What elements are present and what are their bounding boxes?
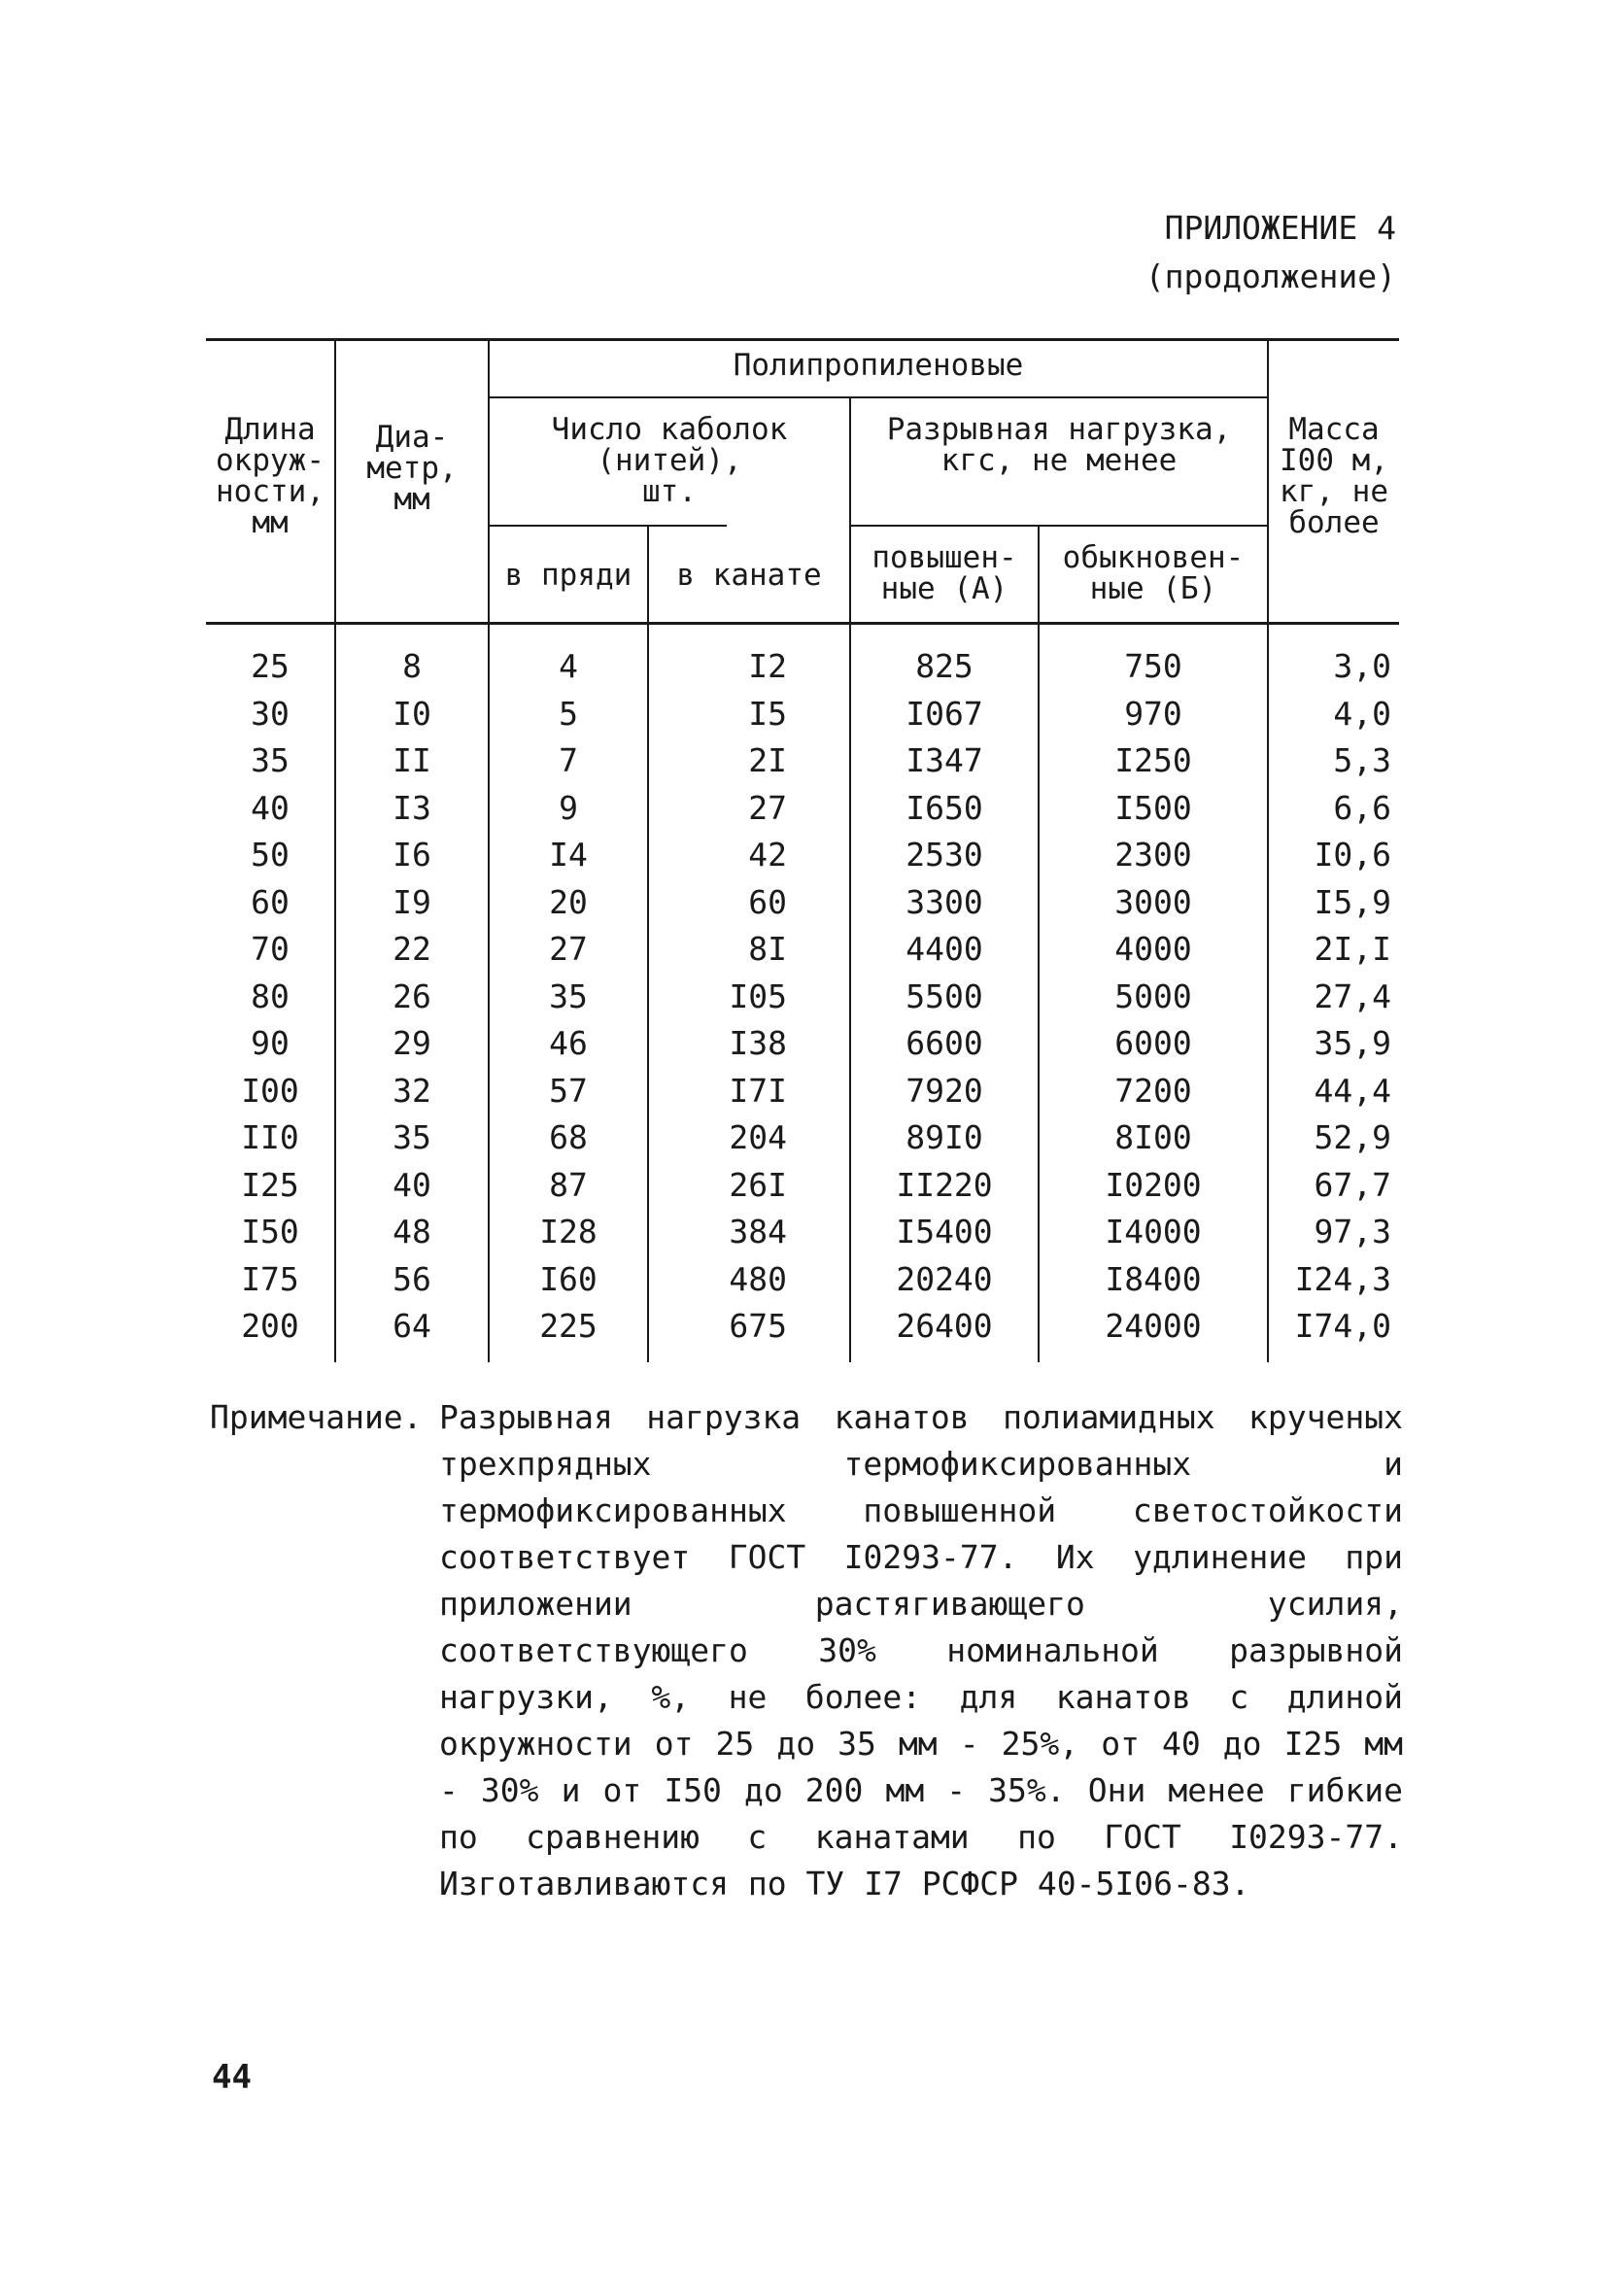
cell-load-ordinary: I500	[1114, 788, 1192, 827]
cell-load-ordinary: I0200	[1105, 1165, 1202, 1204]
header-mass	[1269, 414, 1399, 538]
cell-load-ordinary: 7200	[1114, 1071, 1192, 1110]
cell-mass: 6,6	[1333, 788, 1391, 827]
cell-circumference: 90	[251, 1024, 290, 1062]
cell-in-rope: 60	[748, 882, 787, 921]
cell-load-ordinary: I250	[1114, 741, 1192, 779]
header-mass-line: I00 м,	[1280, 443, 1388, 478]
cell-diameter: 22	[393, 930, 431, 968]
header-increased-line: повышен-	[871, 540, 1017, 575]
cell-circumference: 80	[251, 977, 290, 1015]
appendix-subtitle: (продолжение)	[1145, 257, 1396, 295]
header-circumference	[206, 414, 334, 538]
cell-circumference: 35	[251, 741, 290, 779]
header-in-rope: в канате	[676, 558, 822, 593]
cell-in-rope: I2	[748, 647, 787, 685]
cell-in-strand: 9	[559, 788, 578, 827]
header-increased-line: ные (А)	[880, 571, 1008, 606]
cell-load-ordinary: 2300	[1114, 836, 1192, 874]
cell-mass: 97,3	[1314, 1213, 1391, 1251]
cell-load-ordinary: 5000	[1114, 977, 1192, 1015]
cell-in-rope: 42	[748, 836, 787, 874]
header-diameter	[336, 422, 488, 515]
cell-mass: I5,9	[1314, 882, 1391, 921]
cell-circumference: 30	[251, 694, 290, 733]
cell-circumference: 70	[251, 930, 290, 968]
cell-diameter: 29	[393, 1024, 431, 1062]
header-yarn-count-line: Число каболок	[551, 412, 788, 447]
cell-diameter: 56	[393, 1259, 431, 1298]
header-increased	[851, 542, 1038, 604]
cell-circumference: I50	[241, 1213, 299, 1251]
header-ordinary-line: обыкновен-	[1062, 540, 1245, 575]
cell-mass: I24,3	[1294, 1259, 1391, 1298]
cell-circumference: 50	[251, 836, 290, 874]
cell-circumference: II0	[241, 1118, 299, 1156]
cell-in-rope: 27	[748, 788, 787, 827]
cell-in-strand: 27	[549, 930, 588, 968]
cell-mass: 44,4	[1314, 1071, 1391, 1110]
cell-load-ordinary: 3000	[1114, 882, 1192, 921]
cell-mass: 67,7	[1314, 1165, 1391, 1204]
cell-diameter: I6	[393, 836, 431, 874]
header-in-strand: в пряди	[504, 558, 632, 593]
cell-in-strand: I4	[549, 836, 588, 874]
header-bottom-rule	[206, 622, 1399, 625]
header-circumference-line: Длина	[224, 412, 316, 447]
header-breaking-load	[851, 414, 1267, 476]
cell-circumference: 40	[251, 788, 290, 827]
header-breaking-load-line: Разрывная нагрузка,	[886, 412, 1232, 447]
cell-circumference: I00	[241, 1071, 299, 1110]
cell-in-rope: I7I	[729, 1071, 787, 1110]
cell-mass: I0,6	[1314, 836, 1391, 874]
cell-in-strand: 87	[549, 1165, 588, 1204]
header-diameter-line: Диа-	[375, 420, 449, 455]
note-text: Разрывная нагрузка канатов полиамидных крученых трехпрядных термофиксированных и термофиксированных повышенной светостойкости соответствует ГОСТ I0293-77. Их удлинение при приложении растягивающего усилия, соответствующего 30% номинальной разрывной нагрузки, %, не более: для канатов с длиной окружности от 25 до 35 мм - 25%, от 40 до I25 мм - 30% и от I50 до 200 мм - 35%. Они менее гибкие по сравнению с канатами по ГОСТ I0293-77. Изготавливаются по ТУ I7 РСФСР 40-5I06-83.	[439, 1398, 1403, 1902]
cell-in-strand: 46	[549, 1024, 588, 1062]
cell-diameter: 26	[393, 977, 431, 1015]
cell-load-ordinary: 970	[1124, 694, 1182, 733]
header-diameter-line: метр,	[366, 451, 458, 486]
group-header-rule	[490, 396, 1269, 398]
cell-load-ordinary: 6000	[1114, 1024, 1192, 1062]
cell-in-rope: 26I	[729, 1165, 787, 1204]
cell-load-increased: I347	[906, 741, 983, 779]
cell-in-strand: 20	[549, 882, 588, 921]
cell-in-strand: I28	[539, 1213, 598, 1251]
page-number: 44	[212, 2058, 252, 2097]
cell-circumference: I75	[241, 1259, 299, 1298]
cell-in-rope: I05	[729, 977, 787, 1015]
cell-in-rope: I5	[748, 694, 787, 733]
cell-circumference: 25	[251, 647, 290, 685]
cell-mass: 5,3	[1333, 741, 1391, 779]
cell-in-rope: I38	[729, 1024, 787, 1062]
header-circumference-line: ности,	[216, 474, 325, 509]
cell-in-strand: I60	[539, 1259, 598, 1298]
cell-load-increased: 20240	[896, 1259, 993, 1298]
subheader-rule-left	[490, 525, 727, 527]
cell-load-increased: I650	[906, 788, 983, 827]
header-ordinary-line: ные (Б)	[1089, 571, 1217, 606]
cell-diameter: 35	[393, 1118, 431, 1156]
cell-load-ordinary: I4000	[1105, 1213, 1202, 1251]
cell-in-rope: 480	[729, 1259, 787, 1298]
cell-load-ordinary: 4000	[1114, 930, 1192, 968]
header-mass-line: Масса	[1288, 412, 1380, 447]
note-label: Примечание.	[210, 1398, 423, 1436]
cell-mass: 3,0	[1333, 647, 1391, 685]
cell-diameter: 40	[393, 1165, 431, 1204]
header-mass-line: кг, не	[1280, 474, 1388, 509]
cell-in-strand: 35	[549, 977, 588, 1015]
cell-load-increased: 4400	[906, 930, 983, 968]
cell-in-rope: 8I	[748, 930, 787, 968]
cell-load-increased: II220	[896, 1165, 993, 1204]
cell-diameter: I9	[393, 882, 431, 921]
header-diameter-line: мм	[393, 482, 430, 517]
cell-diameter: I3	[393, 788, 431, 827]
cell-circumference: 200	[241, 1307, 299, 1345]
cell-in-rope: 675	[729, 1307, 787, 1345]
table-top-rule	[206, 338, 1399, 341]
cell-diameter: 48	[393, 1213, 431, 1251]
cell-load-ordinary: I8400	[1105, 1259, 1202, 1298]
cell-circumference: 60	[251, 882, 290, 921]
cell-in-strand: 7	[559, 741, 578, 779]
cell-in-strand: 57	[549, 1071, 588, 1110]
cell-load-increased: 2530	[906, 836, 983, 874]
cell-load-increased: I5400	[896, 1213, 993, 1251]
cell-diameter: II	[393, 741, 431, 779]
header-group-polypropylene: Полипропиленовые	[733, 348, 1024, 383]
cell-in-strand: 4	[559, 647, 578, 685]
header-circumference-line: окруж-	[216, 443, 325, 478]
cell-mass: 4,0	[1333, 694, 1391, 733]
cell-diameter: 32	[393, 1071, 431, 1110]
cell-load-increased: 26400	[896, 1307, 993, 1345]
cell-in-rope: 204	[729, 1118, 787, 1156]
cell-load-increased: 6600	[906, 1024, 983, 1062]
header-mass-line: более	[1288, 505, 1380, 540]
cell-mass: 35,9	[1314, 1024, 1391, 1062]
cell-diameter: 64	[393, 1307, 431, 1345]
cell-in-rope: 2I	[748, 741, 787, 779]
header-yarn-count	[490, 414, 849, 507]
cell-load-increased: 825	[915, 647, 974, 685]
subheader-rule-right	[851, 525, 1269, 527]
cell-diameter: I0	[393, 694, 431, 733]
header-circumference-line: мм	[252, 505, 289, 540]
header-breaking-load-line: кгс, не менее	[940, 443, 1178, 478]
cell-mass: I74,0	[1294, 1307, 1391, 1345]
header-ordinary	[1040, 542, 1267, 604]
cell-load-ordinary: 750	[1124, 647, 1182, 685]
cell-load-increased: 89I0	[906, 1118, 983, 1156]
cell-mass: 2I,I	[1314, 930, 1391, 968]
cell-mass: 52,9	[1314, 1118, 1391, 1156]
cell-in-strand: 68	[549, 1118, 588, 1156]
appendix-heading	[1145, 204, 1396, 301]
cell-diameter: 8	[402, 647, 422, 685]
cell-load-increased: I067	[906, 694, 983, 733]
cell-load-increased: 7920	[906, 1071, 983, 1110]
header-yarn-count-line: шт.	[642, 474, 697, 509]
cell-mass: 27,4	[1314, 977, 1391, 1015]
cell-in-strand: 225	[539, 1307, 598, 1345]
cell-load-ordinary: 24000	[1105, 1307, 1202, 1345]
appendix-title: ПРИЛОЖЕНИЕ 4	[1164, 209, 1396, 247]
header-yarn-count-line: (нитей),	[597, 443, 742, 478]
rope-table	[206, 338, 1399, 1362]
cell-in-rope: 384	[729, 1213, 787, 1251]
cell-load-increased: 3300	[906, 882, 983, 921]
cell-in-strand: 5	[559, 694, 578, 733]
cell-load-increased: 5500	[906, 977, 983, 1015]
cell-load-ordinary: 8I00	[1114, 1118, 1192, 1156]
cell-circumference: I25	[241, 1165, 299, 1204]
